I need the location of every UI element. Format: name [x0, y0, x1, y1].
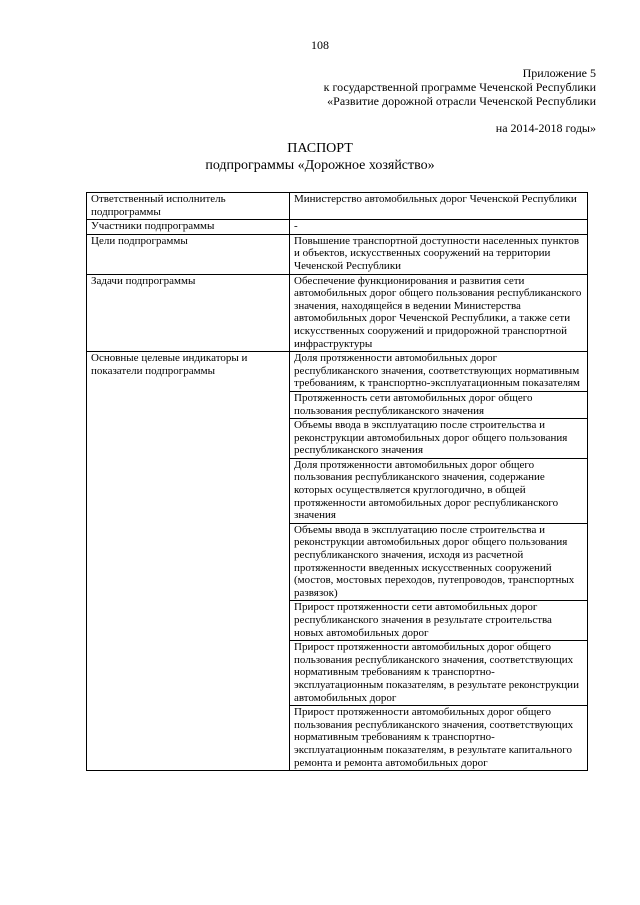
table-row [87, 220, 588, 235]
indicator-item: Доля протяженности автомобильных дорог общего пользования республиканского значения, содержание которых осуществляется круглогодично, в общей протяженности автомобильных дорог республиканского значения [290, 458, 588, 523]
appendix-line: на 2014-2018 годы» [495, 121, 596, 135]
row-label: Цели подпрограммы [87, 234, 290, 274]
row-value: Обеспечение функционирования и развития сети автомобильных дорог общего пользования республиканского значения, находящейся в ведении Министерства автомобильных дорог Чеченской Республики, а также сети искусственных сооружений и придорожной транспортной инфраструктуры [290, 274, 588, 352]
indicator-item: Протяженность сети автомобильных дорог общего пользования республиканского значения [290, 391, 588, 418]
row-value: Повышение транспортной доступности населенных пунктов и объектов, искусственных сооружений на территории Чеченской Республики [290, 234, 588, 274]
document-title [0, 140, 640, 174]
row-label: Задачи подпрограммы [87, 274, 290, 352]
appendix-header [324, 66, 596, 135]
passport-table [86, 192, 588, 771]
indicator-item: Прирост протяженности автомобильных дорог общего пользования республиканского значения, соответствующих нормативным требованиям к транспортно-эксплуатационным показателям, в результате капитального ремонта и ремонта автомобильных дорог [290, 706, 588, 771]
table-row [87, 352, 588, 392]
appendix-line: «Развитие дорожной отрасли Чеченской Республики [327, 94, 596, 108]
table-row [87, 193, 588, 220]
row-value: - [290, 220, 588, 235]
appendix-line: Приложение 5 [522, 66, 596, 80]
row-label: Основные целевые индикаторы и показатели подпрограммы [87, 352, 290, 771]
appendix-line: к государственной программе Чеченской Республики [323, 80, 596, 94]
page-number: 108 [311, 38, 329, 52]
indicator-item: Прирост протяженности сети автомобильных дорог республиканского значения в результате строительства новых автомобильных дорог [290, 601, 588, 641]
row-value: Министерство автомобильных дорог Чеченской Республики [290, 193, 588, 220]
indicator-item: Объемы ввода в эксплуатацию после строительства и реконструкции автомобильных дорог общего пользования республиканского значения [290, 419, 588, 459]
table-row [87, 274, 588, 352]
title-subheading: подпрограммы «Дорожное хозяйство» [205, 158, 435, 173]
indicator-item: Прирост протяженности автомобильных дорог общего пользования республиканского значения, соответствующих нормативным требованиям к транспортно-эксплуатационным показателям, в результате реконструкции автомобильных дорог [290, 641, 588, 706]
title-heading: ПАСПОРТ [287, 141, 353, 156]
table-row [87, 234, 588, 274]
row-label: Участники подпрограммы [87, 220, 290, 235]
indicator-item: Доля протяженности автомобильных дорог республиканского значения, соответствующих нормативным требованиям, к транспортно-эксплуатационным показателям [290, 352, 588, 392]
row-label: Ответственный исполнитель подпрограммы [87, 193, 290, 220]
indicator-item: Объемы ввода в эксплуатацию после строительства и реконструкции автомобильных дорог общего пользования республиканского значения, исходя из расчетной протяженности введенных искусственных сооружений (мостов, мостовых переходов, путепроводов, транспортных развязок) [290, 523, 588, 601]
